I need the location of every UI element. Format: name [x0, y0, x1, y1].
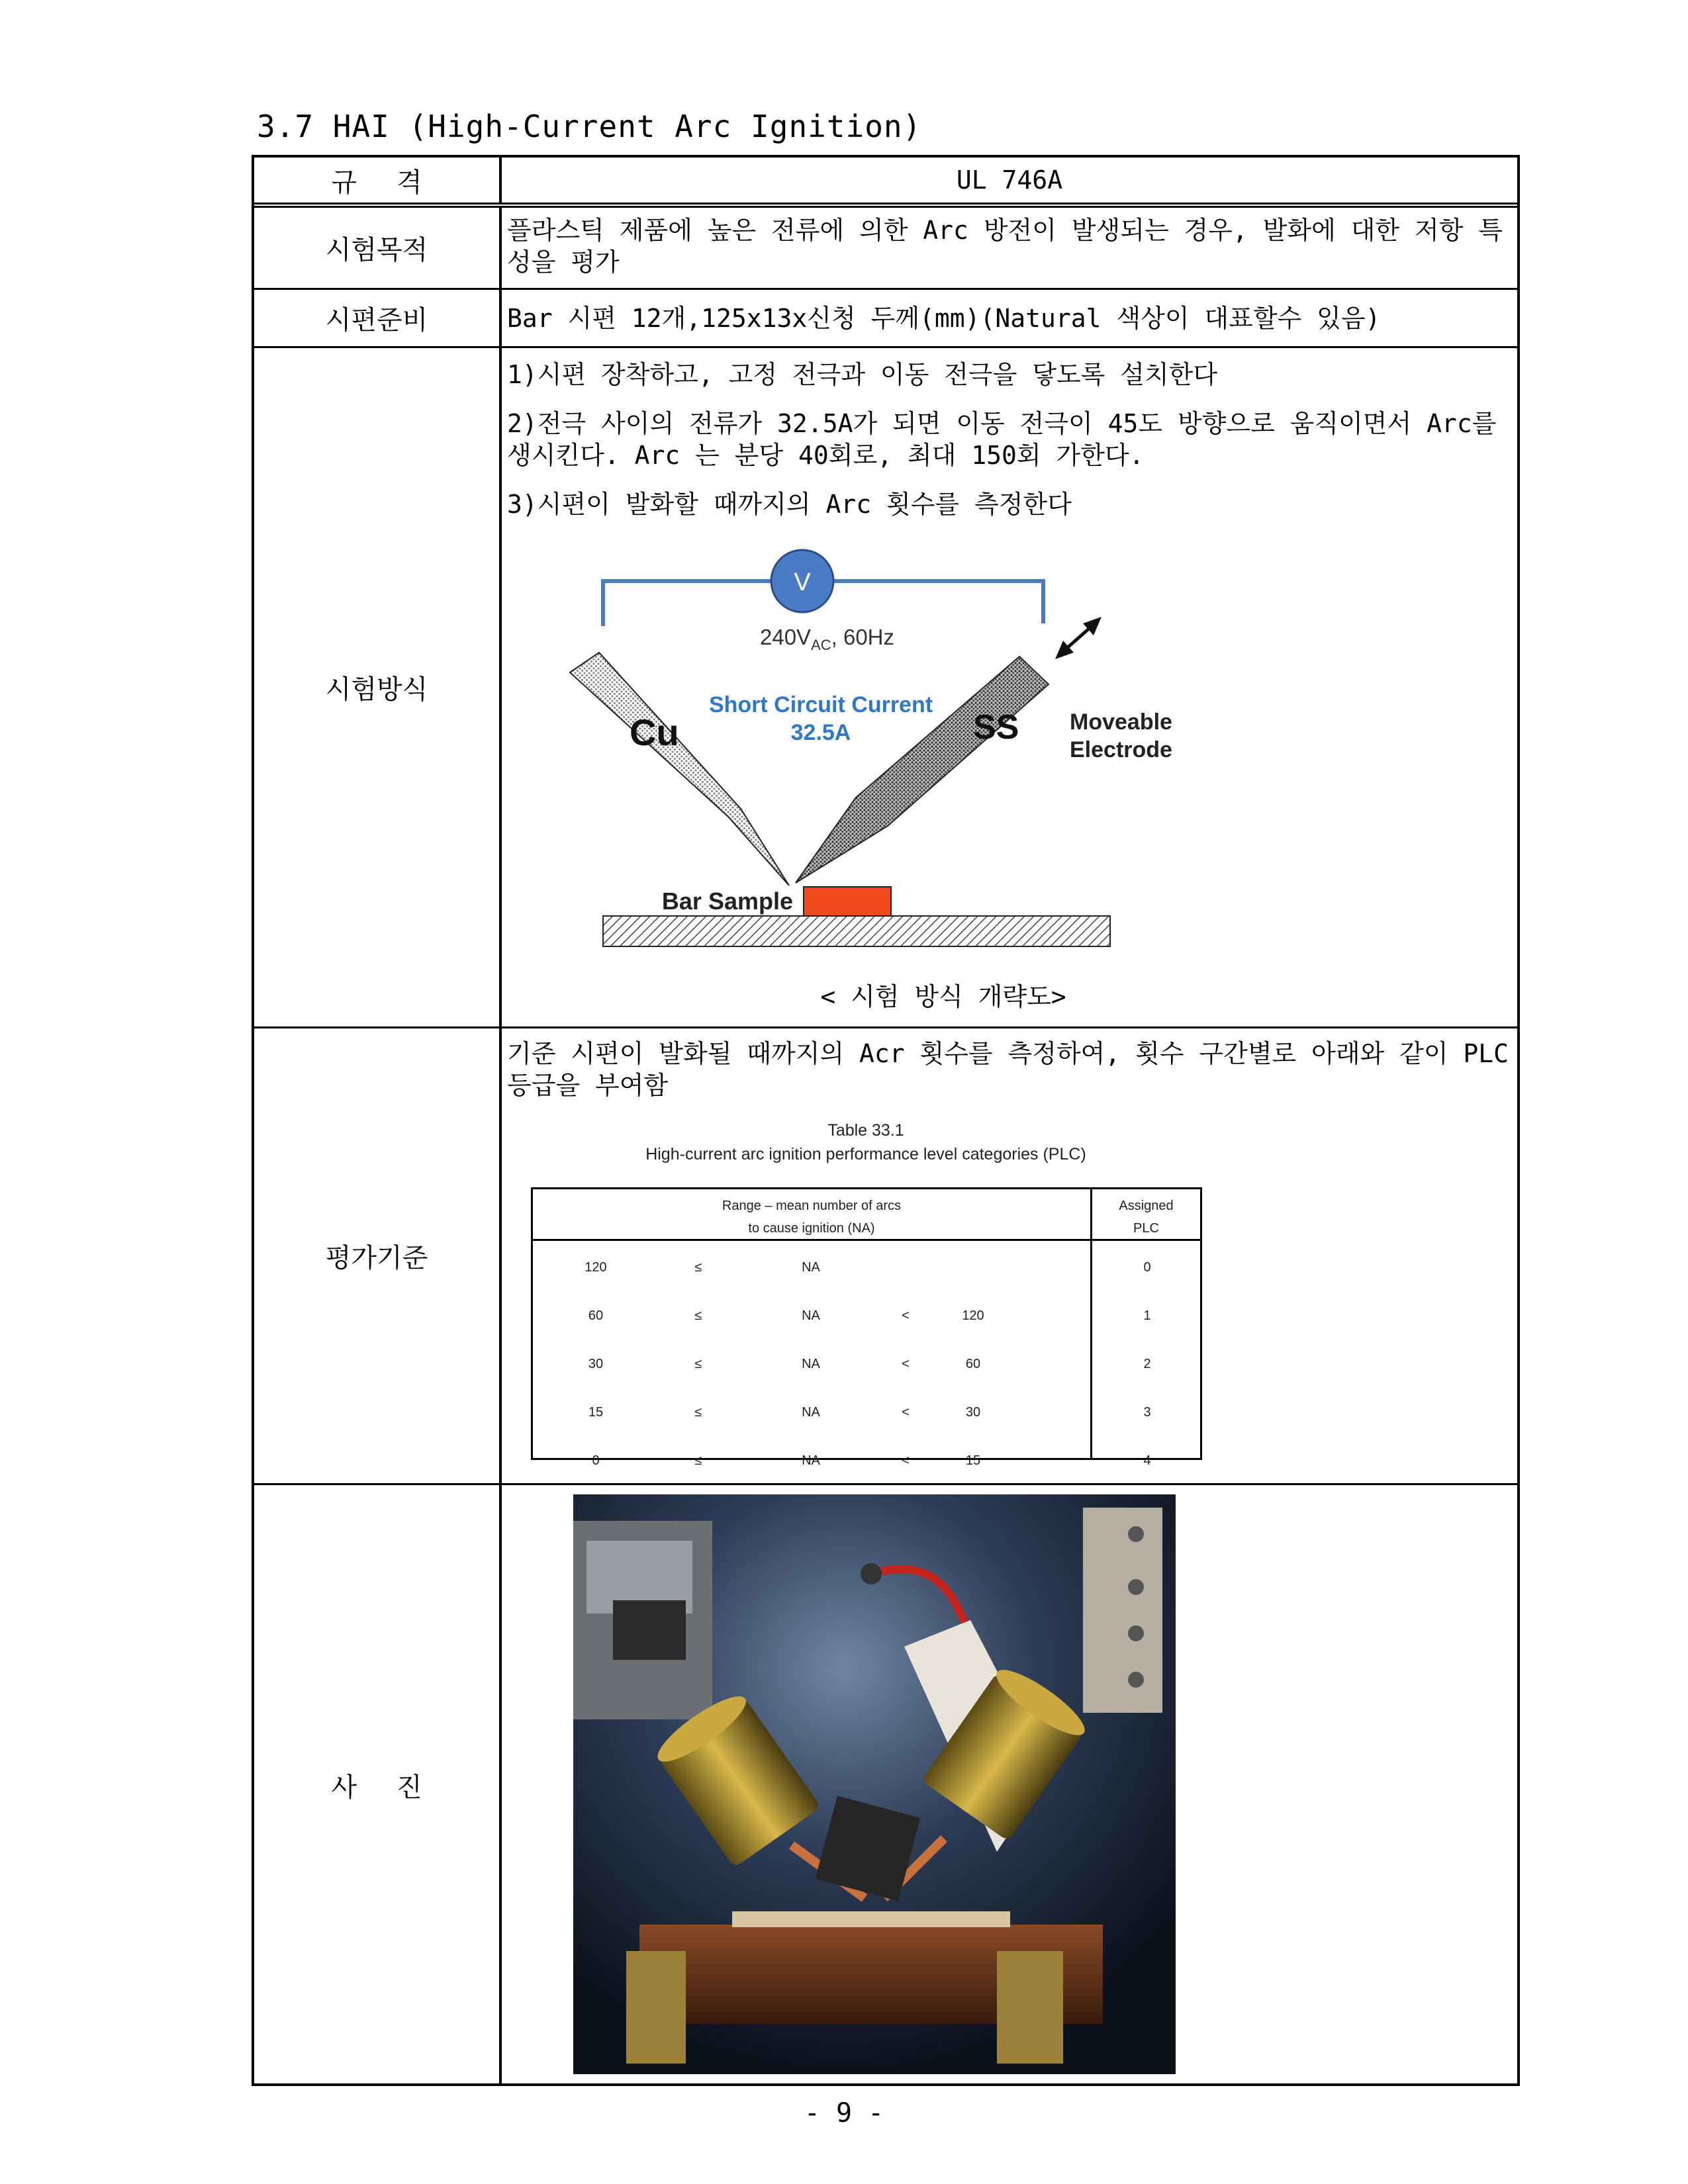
plc-cell-plc: 2	[1143, 1357, 1151, 1371]
row-criteria	[254, 1028, 1517, 1485]
value-photo	[502, 1485, 1517, 2085]
plc-cell-var: NA	[802, 1405, 820, 1420]
plc-cell-var: NA	[802, 1260, 820, 1275]
plc-table-subtitle: High-current arc ignition performance level categories (PLC)	[645, 1145, 1086, 1163]
plc-cell-high: 60	[965, 1357, 981, 1371]
row-photo	[254, 1485, 1517, 2085]
fixed-electrode	[570, 653, 789, 886]
photo-terminal-3	[1128, 1625, 1144, 1641]
label-photo-text: 사진	[331, 1772, 462, 1803]
plc-cell-op2: <	[902, 1453, 910, 1468]
plc-cell-op1: ≤	[694, 1260, 702, 1275]
plc-cell-high: 15	[965, 1453, 981, 1468]
plc-cell-var: NA	[802, 1453, 820, 1468]
voltage-label	[760, 625, 894, 653]
diagram-caption: < 시험 방식 개략도>	[820, 982, 1066, 1011]
criteria-intro: 기준 시편이 발화될 때까지의 Acr 횟수를 측정하여, 횟수 구간별로 아래와 같이 PLC 등급을 부여함	[507, 1039, 1509, 1100]
apparatus-photo	[573, 1494, 1176, 2074]
label-sample: 시편준비	[254, 290, 502, 346]
photo-terminal-1	[1128, 1526, 1144, 1542]
plc-cell-var: NA	[802, 1357, 820, 1371]
photo-terminal-2	[1128, 1579, 1144, 1595]
method-step-2: 2)전극 사이의 전류가 32.5A가 되면 이동 전극이 45도 방향으로 움직이면서 Arc를 생시킨다. Arc 는 분당 40회로, 최대 150회 가한다.	[507, 409, 1497, 470]
plc-figure	[502, 1028, 1230, 1485]
moveable-line2: Electrode	[1070, 737, 1172, 762]
plc-table	[531, 1187, 1202, 1468]
moving-electrode-label: SS	[973, 708, 1019, 747]
plc-header-range-line2: to cause ignition (NA)	[748, 1221, 875, 1236]
row-purpose	[254, 208, 1517, 290]
label-method: 시험방식	[254, 348, 502, 1026]
value-sample-text: Bar 시편 12개,125x13x신청 두께(mm)(Natural 색상이 대표할수 있음)	[507, 303, 1381, 333]
method-step-3: 3)시편이 발화할 때까지의 Arc 횟수를 측정한다	[507, 490, 1072, 519]
plc-cell-op1: ≤	[694, 1405, 702, 1420]
plc-header-assigned	[1092, 1195, 1200, 1240]
plc-cell-high: 120	[962, 1308, 984, 1323]
plc-cell-op1: ≤	[694, 1357, 702, 1371]
value-sample	[502, 290, 1517, 346]
plc-cell-low: 0	[592, 1453, 600, 1468]
photo-right-foot	[997, 1951, 1063, 2064]
voltage-suffix: , 60Hz	[831, 625, 895, 649]
method-step-1: 1)시편 장착하고, 고정 전극과 이동 전극을 닿도록 설치한다	[507, 360, 1218, 389]
test-method-diagram	[541, 547, 1203, 983]
plc-cell-op2: <	[902, 1357, 910, 1371]
plc-cell-low: 60	[588, 1308, 604, 1323]
plc-header-range	[533, 1195, 1090, 1240]
plc-cell-plc: 0	[1143, 1260, 1151, 1275]
plc-table-row	[533, 1348, 1200, 1371]
label-photo	[254, 1485, 502, 2085]
plc-table-row	[533, 1396, 1200, 1419]
value-spec-text: UL 746A	[956, 165, 1063, 195]
plc-table-row	[533, 1445, 1200, 1467]
plc-cell-low: 15	[588, 1405, 604, 1420]
plc-cell-op2: <	[902, 1405, 910, 1420]
moveable-line1: Moveable	[1070, 709, 1172, 735]
plc-table-header	[533, 1189, 1200, 1241]
label-purpose: 시험목적	[254, 208, 502, 288]
plc-header-range-line1: Range – mean number of arcs	[722, 1199, 902, 1213]
plc-table-title: Table 33.1	[827, 1121, 904, 1140]
plc-cell-plc: 3	[1143, 1405, 1151, 1420]
short-circuit-line1: Short Circuit Current	[708, 692, 933, 717]
label-criteria: 평가기준	[254, 1028, 502, 1483]
voltage-main: 240V	[760, 625, 812, 649]
plc-header-assigned-line2: PLC	[1133, 1221, 1159, 1236]
plc-cell-op2: <	[902, 1308, 910, 1323]
plc-cell-op1: ≤	[694, 1453, 702, 1468]
plc-cell-high: 30	[965, 1405, 981, 1420]
row-method	[254, 348, 1517, 1028]
plc-table-row	[533, 1300, 1200, 1322]
photo-left-spring	[613, 1600, 686, 1660]
page-number: - 9 -	[804, 2098, 884, 2128]
bar-sample	[804, 887, 891, 916]
voltmeter-label: V	[794, 569, 811, 596]
value-method	[502, 348, 1517, 1026]
photo-terminal-4	[1128, 1672, 1144, 1688]
plc-cell-plc: 4	[1143, 1453, 1151, 1468]
photo-left-foot	[626, 1951, 686, 2064]
bar-sample-label: Bar Sample	[661, 887, 793, 915]
moving-electrode	[796, 657, 1049, 883]
fixed-electrode-label: Cu	[630, 711, 679, 753]
section-title: 3.7 HAI (High-Current Arc Ignition)	[257, 109, 922, 144]
plc-cell-plc: 1	[1143, 1308, 1151, 1323]
short-circuit-line2: 32.5A	[790, 720, 851, 745]
photo-wire-connector	[861, 1563, 882, 1584]
plc-cell-low: 120	[585, 1260, 607, 1275]
label-spec-text: 규격	[331, 167, 462, 198]
plc-header-assigned-line1: Assigned	[1119, 1199, 1174, 1213]
value-spec	[502, 158, 1517, 203]
spec-table	[252, 155, 1520, 2086]
base-plate	[603, 916, 1110, 946]
row-spec	[254, 158, 1517, 208]
value-criteria	[502, 1028, 1517, 1483]
photo-sample-bar	[732, 1911, 1010, 1927]
photo-right-terminals	[1083, 1508, 1162, 1713]
voltage-sub: AC	[811, 637, 831, 653]
plc-cell-var: NA	[802, 1308, 820, 1323]
value-purpose: 플라스틱 제품에 높은 전류에 의한 Arc 방전이 발생되는 경우, 발화에 대한 저항 특성을 평가	[507, 216, 1503, 277]
plc-table-row	[533, 1251, 1200, 1274]
row-sample	[254, 290, 1517, 348]
label-spec	[254, 158, 502, 203]
plc-cell-low: 30	[588, 1357, 604, 1371]
plc-cell-op1: ≤	[694, 1308, 702, 1323]
